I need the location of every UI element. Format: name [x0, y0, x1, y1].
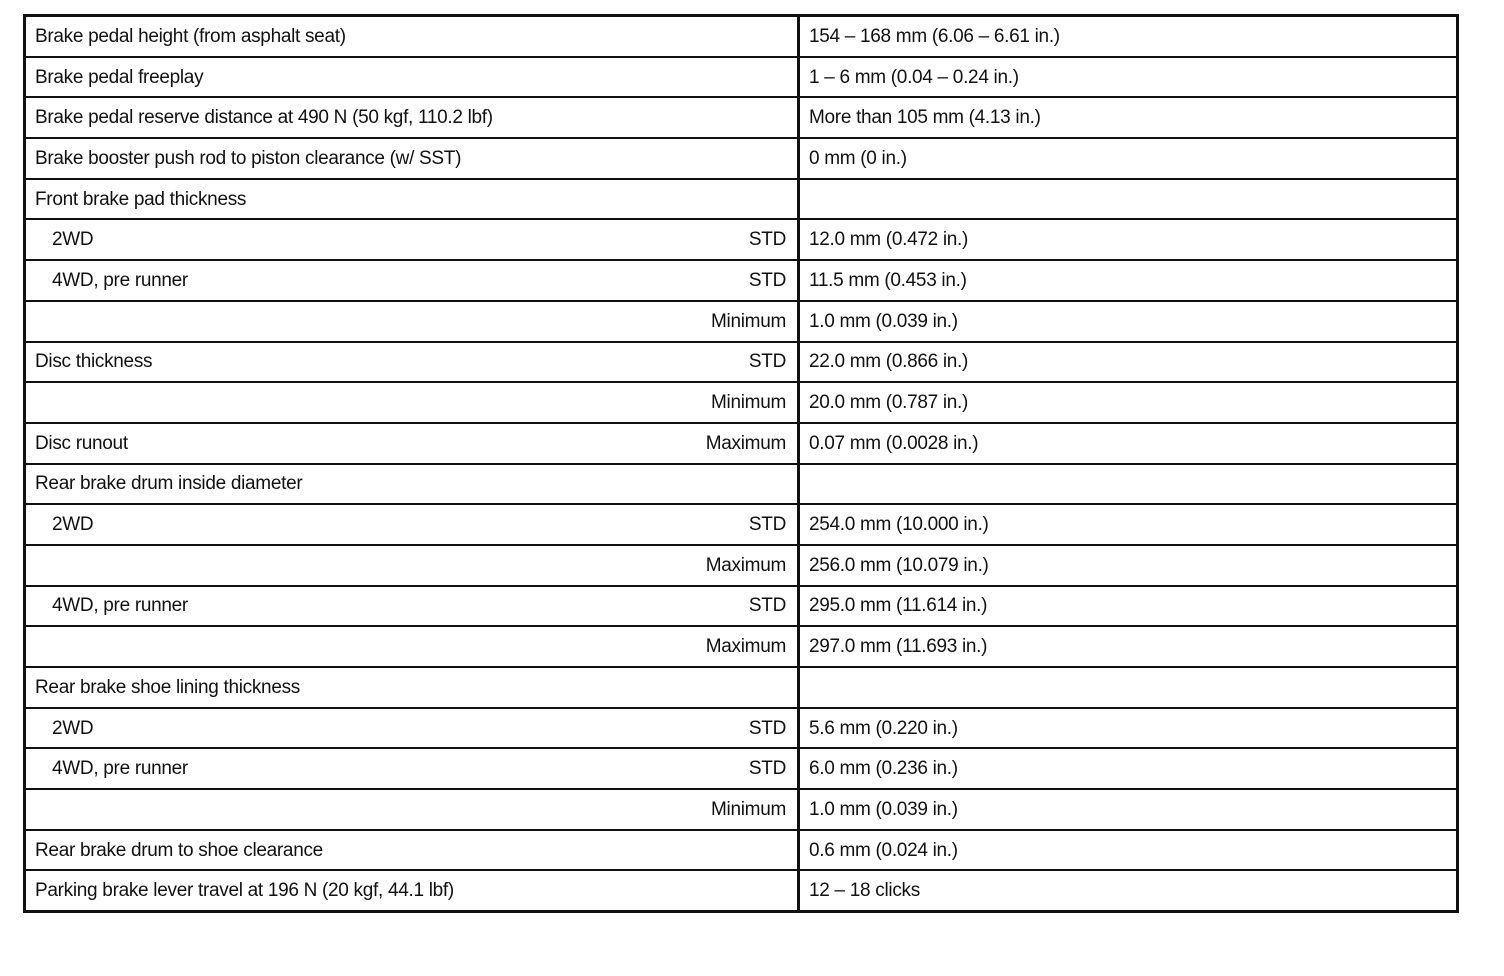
spec-condition-label: STD	[748, 269, 786, 291]
spec-row	[25, 301, 1458, 342]
spec-condition-label: STD	[748, 595, 786, 617]
spec-value-cell: 20.0 mm (0.787 in.)	[799, 382, 1458, 423]
spec-item-cell	[25, 708, 799, 749]
spec-value-cell: 0.6 mm (0.024 in.)	[799, 830, 1458, 871]
spec-condition-label: STD	[748, 229, 786, 251]
spec-row	[25, 586, 1458, 627]
spec-item-cell	[25, 382, 799, 423]
spec-value-cell: 254.0 mm (10.000 in.)	[799, 504, 1458, 545]
spec-item-content	[26, 596, 797, 615]
spec-value-cell: 1.0 mm (0.039 in.)	[799, 789, 1458, 830]
spec-item-label: 4WD, pre runner	[52, 269, 188, 291]
spec-item-content	[26, 271, 797, 290]
spec-value-cell: 12 – 18 clicks	[799, 870, 1458, 911]
spec-item-cell	[25, 16, 799, 57]
spec-item-content	[26, 434, 797, 453]
spec-row	[25, 16, 1458, 57]
spec-item-content	[26, 190, 797, 209]
spec-item-label: Front brake pad thickness	[35, 188, 247, 210]
spec-item-cell	[25, 586, 799, 627]
spec-item-cell	[25, 97, 799, 138]
spec-item-cell	[25, 219, 799, 260]
spec-value-cell: 5.6 mm (0.220 in.)	[799, 708, 1458, 749]
spec-condition-label: Maximum	[705, 636, 786, 658]
spec-item-content	[26, 841, 797, 860]
spec-row	[25, 830, 1458, 871]
spec-item-label: Disc thickness	[35, 351, 153, 373]
spec-item-content	[26, 149, 797, 168]
spec-condition-label: STD	[748, 514, 786, 536]
spec-row	[25, 179, 1458, 220]
spec-condition-label: STD	[748, 758, 786, 780]
spec-item-content	[26, 637, 797, 656]
spec-row	[25, 97, 1458, 138]
spec-item-label: Brake pedal reserve distance at 490 N (50 kgf, 110.2 lbf)	[35, 107, 493, 129]
spec-item-cell	[25, 179, 799, 220]
spec-condition-label: Maximum	[705, 554, 786, 576]
spec-value-cell	[799, 667, 1458, 708]
spec-table-body	[25, 16, 1458, 912]
spec-condition-label: Minimum	[711, 392, 786, 414]
spec-item-content	[26, 881, 797, 900]
spec-row	[25, 260, 1458, 301]
spec-item-cell	[25, 342, 799, 383]
spec-item-content	[26, 678, 797, 697]
spec-row	[25, 545, 1458, 586]
spec-item-label: 2WD	[52, 717, 94, 739]
spec-item-content	[26, 68, 797, 87]
spec-condition-label: STD	[748, 351, 786, 373]
spec-value-cell: 22.0 mm (0.866 in.)	[799, 342, 1458, 383]
spec-item-cell	[25, 301, 799, 342]
spec-item-content	[26, 800, 797, 819]
spec-item-content	[26, 474, 797, 493]
brake-specifications-table	[23, 14, 1459, 913]
spec-item-label: Disc runout	[35, 432, 128, 454]
spec-condition-label: STD	[748, 717, 786, 739]
spec-item-cell	[25, 830, 799, 871]
spec-row	[25, 342, 1458, 383]
spec-item-label: Brake pedal height (from asphalt seat)	[35, 25, 346, 47]
spec-row	[25, 748, 1458, 789]
spec-item-content	[26, 352, 797, 371]
spec-item-content	[26, 515, 797, 534]
spec-item-label: Brake pedal freeplay	[35, 66, 204, 88]
spec-value-cell: 0.07 mm (0.0028 in.)	[799, 423, 1458, 464]
spec-value-cell: 1 – 6 mm (0.04 – 0.24 in.)	[799, 57, 1458, 98]
spec-item-label: Rear brake shoe lining thickness	[35, 676, 300, 698]
spec-item-label: 2WD	[52, 514, 94, 536]
spec-item-content	[26, 719, 797, 738]
spec-row	[25, 870, 1458, 911]
spec-value-cell: 1.0 mm (0.039 in.)	[799, 301, 1458, 342]
spec-item-cell	[25, 870, 799, 911]
spec-value-cell: 11.5 mm (0.453 in.)	[799, 260, 1458, 301]
spec-value-cell	[799, 464, 1458, 505]
spec-row	[25, 464, 1458, 505]
spec-item-label: 2WD	[52, 229, 94, 251]
spec-item-content	[26, 759, 797, 778]
spec-row	[25, 504, 1458, 545]
spec-item-label: Brake booster push rod to piston clearance (w/ SST)	[35, 147, 462, 169]
spec-item-content	[26, 230, 797, 249]
spec-item-label: Parking brake lever travel at 196 N (20 kgf, 44.1 lbf)	[35, 880, 454, 902]
spec-item-label: 4WD, pre runner	[52, 758, 188, 780]
spec-item-cell	[25, 504, 799, 545]
spec-row	[25, 219, 1458, 260]
spec-value-cell: 295.0 mm (11.614 in.)	[799, 586, 1458, 627]
spec-item-cell	[25, 748, 799, 789]
spec-item-cell	[25, 57, 799, 98]
spec-item-content	[26, 556, 797, 575]
spec-row	[25, 138, 1458, 179]
spec-item-label: 4WD, pre runner	[52, 595, 188, 617]
spec-row	[25, 667, 1458, 708]
spec-item-label: Rear brake drum to shoe clearance	[35, 839, 323, 861]
spec-value-cell: 256.0 mm (10.079 in.)	[799, 545, 1458, 586]
spec-value-cell	[799, 179, 1458, 220]
spec-value-cell: 297.0 mm (11.693 in.)	[799, 626, 1458, 667]
spec-item-cell	[25, 545, 799, 586]
spec-item-content	[26, 108, 797, 127]
spec-item-cell	[25, 626, 799, 667]
spec-row	[25, 789, 1458, 830]
spec-item-cell	[25, 667, 799, 708]
spec-row	[25, 423, 1458, 464]
spec-item-content	[26, 393, 797, 412]
spec-value-cell: More than 105 mm (4.13 in.)	[799, 97, 1458, 138]
spec-value-cell: 12.0 mm (0.472 in.)	[799, 219, 1458, 260]
spec-row	[25, 708, 1458, 749]
spec-item-cell	[25, 423, 799, 464]
spec-condition-label: Minimum	[711, 310, 786, 332]
spec-row	[25, 382, 1458, 423]
spec-value-cell: 6.0 mm (0.236 in.)	[799, 748, 1458, 789]
spec-item-content	[26, 27, 797, 46]
spec-item-cell	[25, 260, 799, 301]
spec-item-cell	[25, 789, 799, 830]
spec-item-cell	[25, 464, 799, 505]
spec-item-content	[26, 312, 797, 331]
spec-row	[25, 626, 1458, 667]
spec-value-cell: 154 – 168 mm (6.06 – 6.61 in.)	[799, 16, 1458, 57]
spec-condition-label: Maximum	[705, 432, 786, 454]
spec-condition-label: Minimum	[711, 798, 786, 820]
spec-item-label: Rear brake drum inside diameter	[35, 473, 303, 495]
spec-value-cell: 0 mm (0 in.)	[799, 138, 1458, 179]
spec-row	[25, 57, 1458, 98]
spec-item-cell	[25, 138, 799, 179]
